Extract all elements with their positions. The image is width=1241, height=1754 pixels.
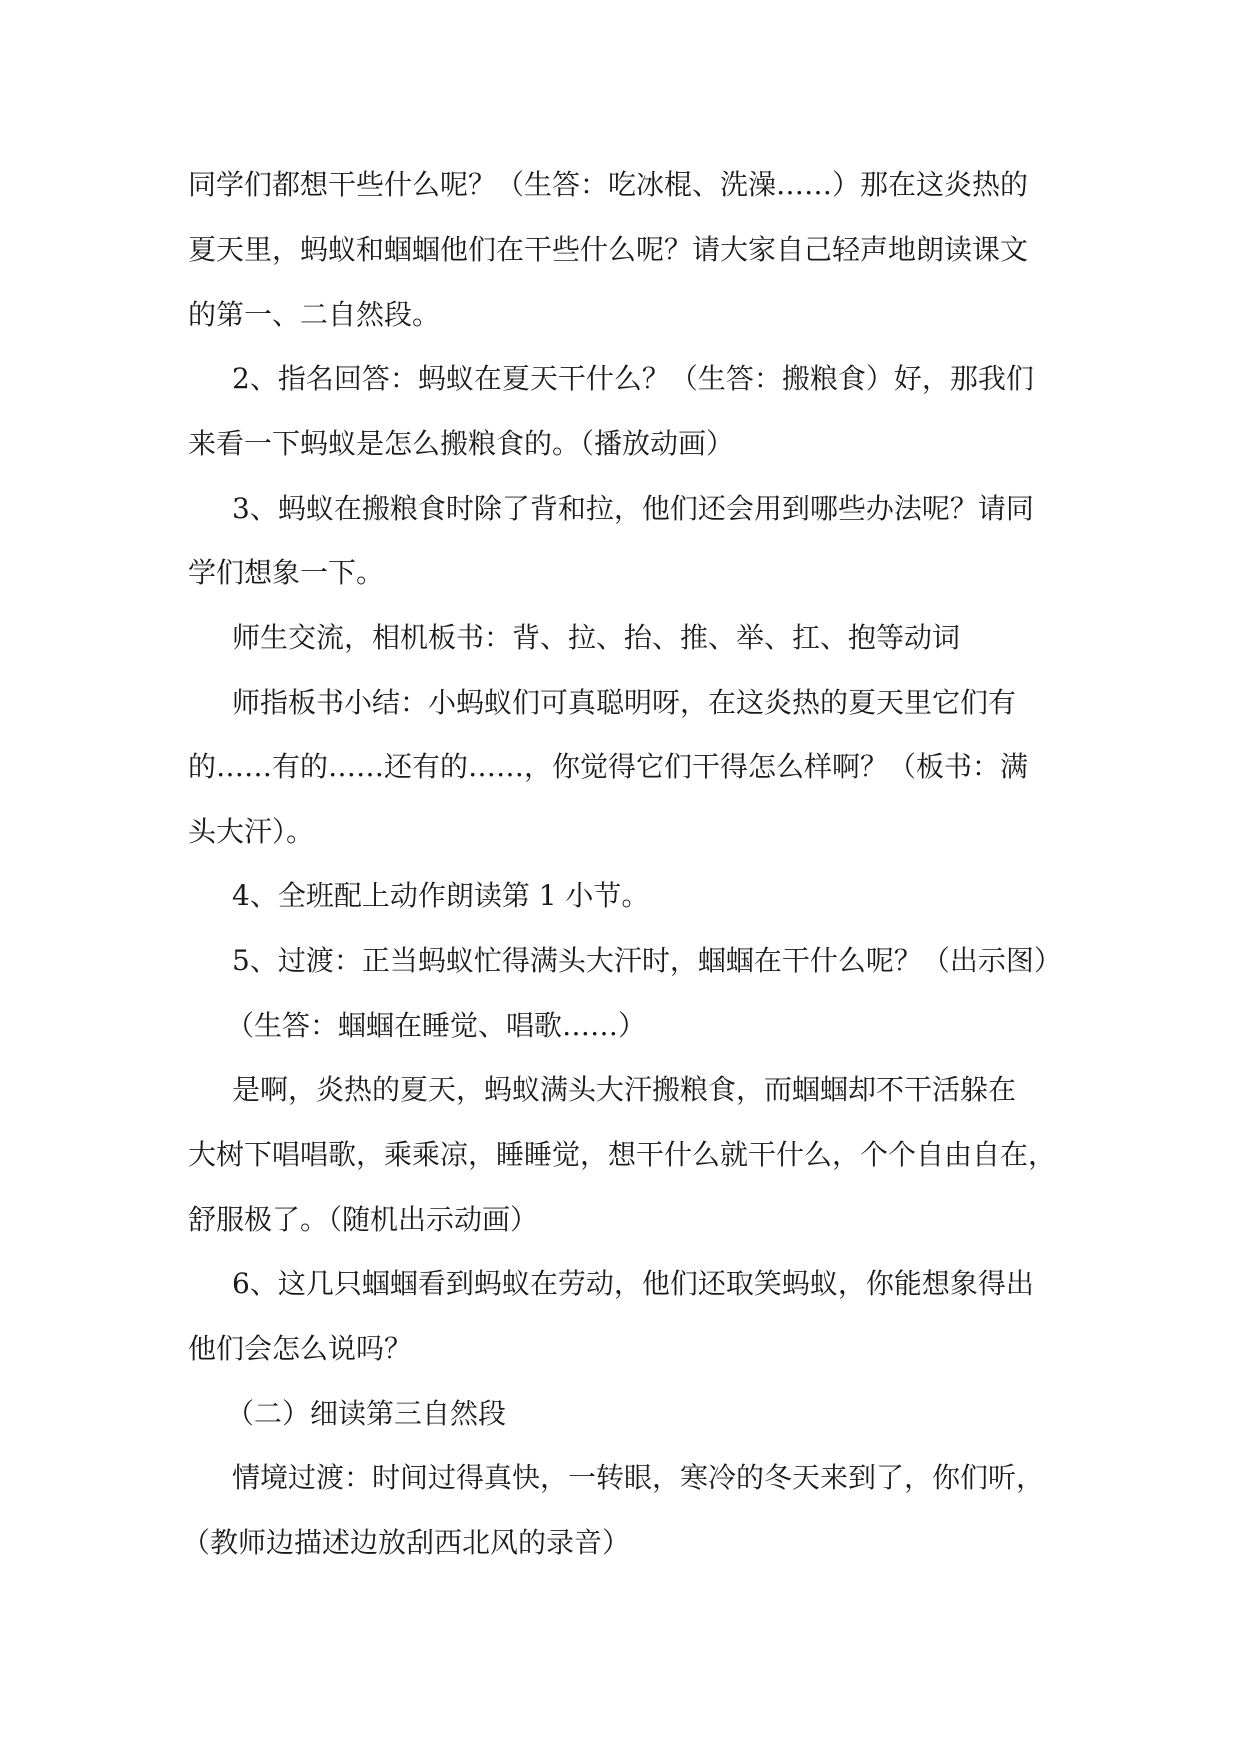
paragraph-line: 师生交流，相机板书：背、拉、抬、推、举、扛、抱等动词	[232, 621, 961, 654]
paragraph-line: （生答：蝈蝈在睡觉、唱歌……）	[226, 1009, 647, 1042]
paragraph-line: 2、指名回答：蚂蚁在夏天干什么？（生答：搬粮食）好，那我们	[232, 362, 1034, 395]
paragraph-line: 来看一下蚂蚁是怎么搬粮食的。（播放动画）	[188, 427, 735, 460]
paragraph-line: 同学们都想干些什么呢？（生答：吃冰棍、洗澡……）那在这炎热的	[188, 168, 1029, 201]
paragraph-line: 学们想象一下。	[188, 556, 385, 589]
paragraph-line: 大树下唱唱歌，乘乘凉，睡睡觉，想干什么就干什么，个个自由自在，	[188, 1138, 1057, 1171]
paragraph-line: 的第一、二自然段。	[188, 298, 441, 331]
paragraph-line: 的……有的……还有的……，你觉得它们干得怎么样啊？（板书：满	[188, 750, 1029, 783]
section-heading: （二）细读第三自然段	[226, 1397, 507, 1430]
paragraph-line: （教师边描述边放刮西北风的录音）	[182, 1526, 631, 1559]
paragraph-line: 夏天里，蚂蚁和蝈蝈他们在干些什么呢？请大家自己轻声地朗读课文	[188, 233, 1029, 266]
paragraph-line: 舒服极了。（随机出示动画）	[188, 1203, 539, 1236]
paragraph-line: 5、过渡：正当蚂蚁忙得满头大汗时，蝈蝈在干什么呢？（出示图）	[232, 944, 1062, 977]
paragraph-line: 是啊，炎热的夏天，蚂蚁满头大汗搬粮食，而蝈蝈却不干活躲在	[232, 1073, 1017, 1106]
paragraph-line: 他们会怎么说吗？	[188, 1332, 413, 1365]
paragraph-line: 头大汗）。	[188, 815, 315, 848]
paragraph-line: 3、蚂蚁在搬粮食时除了背和拉，他们还会用到哪些办法呢？请同	[232, 492, 1034, 525]
paragraph-line: 4、全班配上动作朗读第 1 小节。	[232, 879, 650, 912]
paragraph-line: 情境过渡：时间过得真快，一转眼，寒冷的冬天来到了，你们听，	[232, 1461, 1045, 1494]
paragraph-line: 师指板书小结：小蚂蚁们可真聪明呀，在这炎热的夏天里它们有	[232, 686, 1017, 719]
paragraph-line: 6、这几只蝈蝈看到蚂蚁在劳动，他们还取笑蚂蚁，你能想象得出	[232, 1267, 1034, 1300]
